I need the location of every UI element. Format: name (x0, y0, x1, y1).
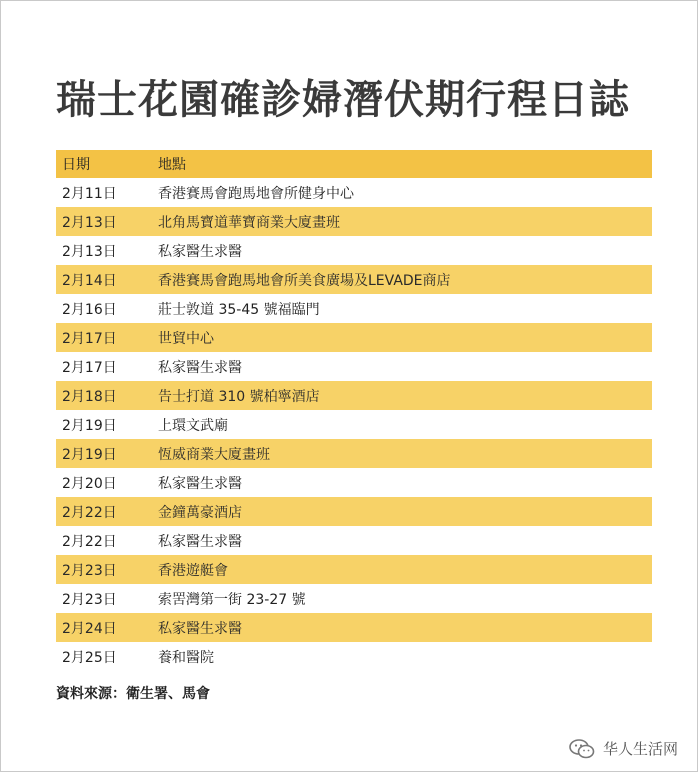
row-place: 私家醫生求醫 (158, 243, 242, 260)
row-date: 2月13日 (62, 243, 117, 260)
row-place: 私家醫生求醫 (158, 533, 242, 550)
table-row (56, 352, 652, 381)
itinerary-table (56, 150, 652, 671)
row-place: 養和醫院 (158, 649, 214, 666)
row-date: 2月11日 (62, 185, 117, 202)
table-row (56, 526, 652, 555)
table-body (56, 178, 652, 671)
row-date: 2月13日 (62, 214, 117, 231)
row-place: 北角馬寶道華寶商業大廈畫班 (158, 214, 340, 231)
header-place: 地點 (158, 157, 186, 173)
row-place: 香港遊艇會 (158, 562, 228, 579)
table-row (56, 584, 652, 613)
table-row (56, 613, 652, 642)
header-date: 日期 (62, 157, 90, 173)
row-date: 2月23日 (62, 562, 117, 579)
row-date: 2月17日 (62, 330, 117, 347)
row-date: 2月14日 (62, 272, 117, 289)
table-row (56, 178, 652, 207)
row-date: 2月24日 (62, 620, 117, 637)
row-place: 金鐘萬豪酒店 (158, 504, 242, 521)
table-row (56, 642, 652, 671)
table-row (56, 468, 652, 497)
page-title: 瑞士花園確診婦潛伏期行程日誌 (56, 77, 630, 123)
row-date: 2月23日 (62, 591, 117, 608)
row-place: 香港賽馬會跑馬地會所健身中心 (158, 185, 354, 202)
source-note: 資料來源：衛生署、馬會 (56, 686, 210, 702)
table-row (56, 236, 652, 265)
row-date: 2月18日 (62, 388, 117, 405)
table-row (56, 265, 652, 294)
row-date: 2月16日 (62, 301, 117, 318)
table-row (56, 294, 652, 323)
table-row (56, 439, 652, 468)
row-place: 告士打道 310 號柏寧酒店 (158, 388, 320, 405)
row-date: 2月19日 (62, 446, 117, 463)
row-date: 2月25日 (62, 649, 117, 666)
row-date: 2月17日 (62, 359, 117, 376)
table-row (56, 497, 652, 526)
table-row (56, 323, 652, 352)
row-place: 上環文武廟 (158, 417, 228, 434)
wechat-icon (569, 739, 595, 759)
table-row (56, 555, 652, 584)
table-header (56, 150, 652, 178)
row-date: 2月19日 (62, 417, 117, 434)
row-place: 世貿中心 (158, 330, 214, 347)
table-row (56, 410, 652, 439)
row-place: 私家醫生求醫 (158, 620, 242, 637)
row-place: 香港賽馬會跑馬地會所美食廣場及LEVADE商店 (158, 272, 451, 289)
row-place: 莊士敦道 35-45 號福臨門 (158, 301, 320, 318)
row-place: 恆威商業大廈畫班 (158, 446, 270, 463)
brand-watermark (569, 738, 678, 759)
table-row (56, 381, 652, 410)
brand-label: 华人生活网 (602, 740, 678, 758)
row-place: 索罟灣第一街 23-27 號 (158, 591, 306, 608)
row-place: 私家醫生求醫 (158, 475, 242, 492)
row-place: 私家醫生求醫 (158, 359, 242, 376)
row-date: 2月22日 (62, 533, 117, 550)
row-date: 2月20日 (62, 475, 117, 492)
table-row (56, 207, 652, 236)
row-date: 2月22日 (62, 504, 117, 521)
